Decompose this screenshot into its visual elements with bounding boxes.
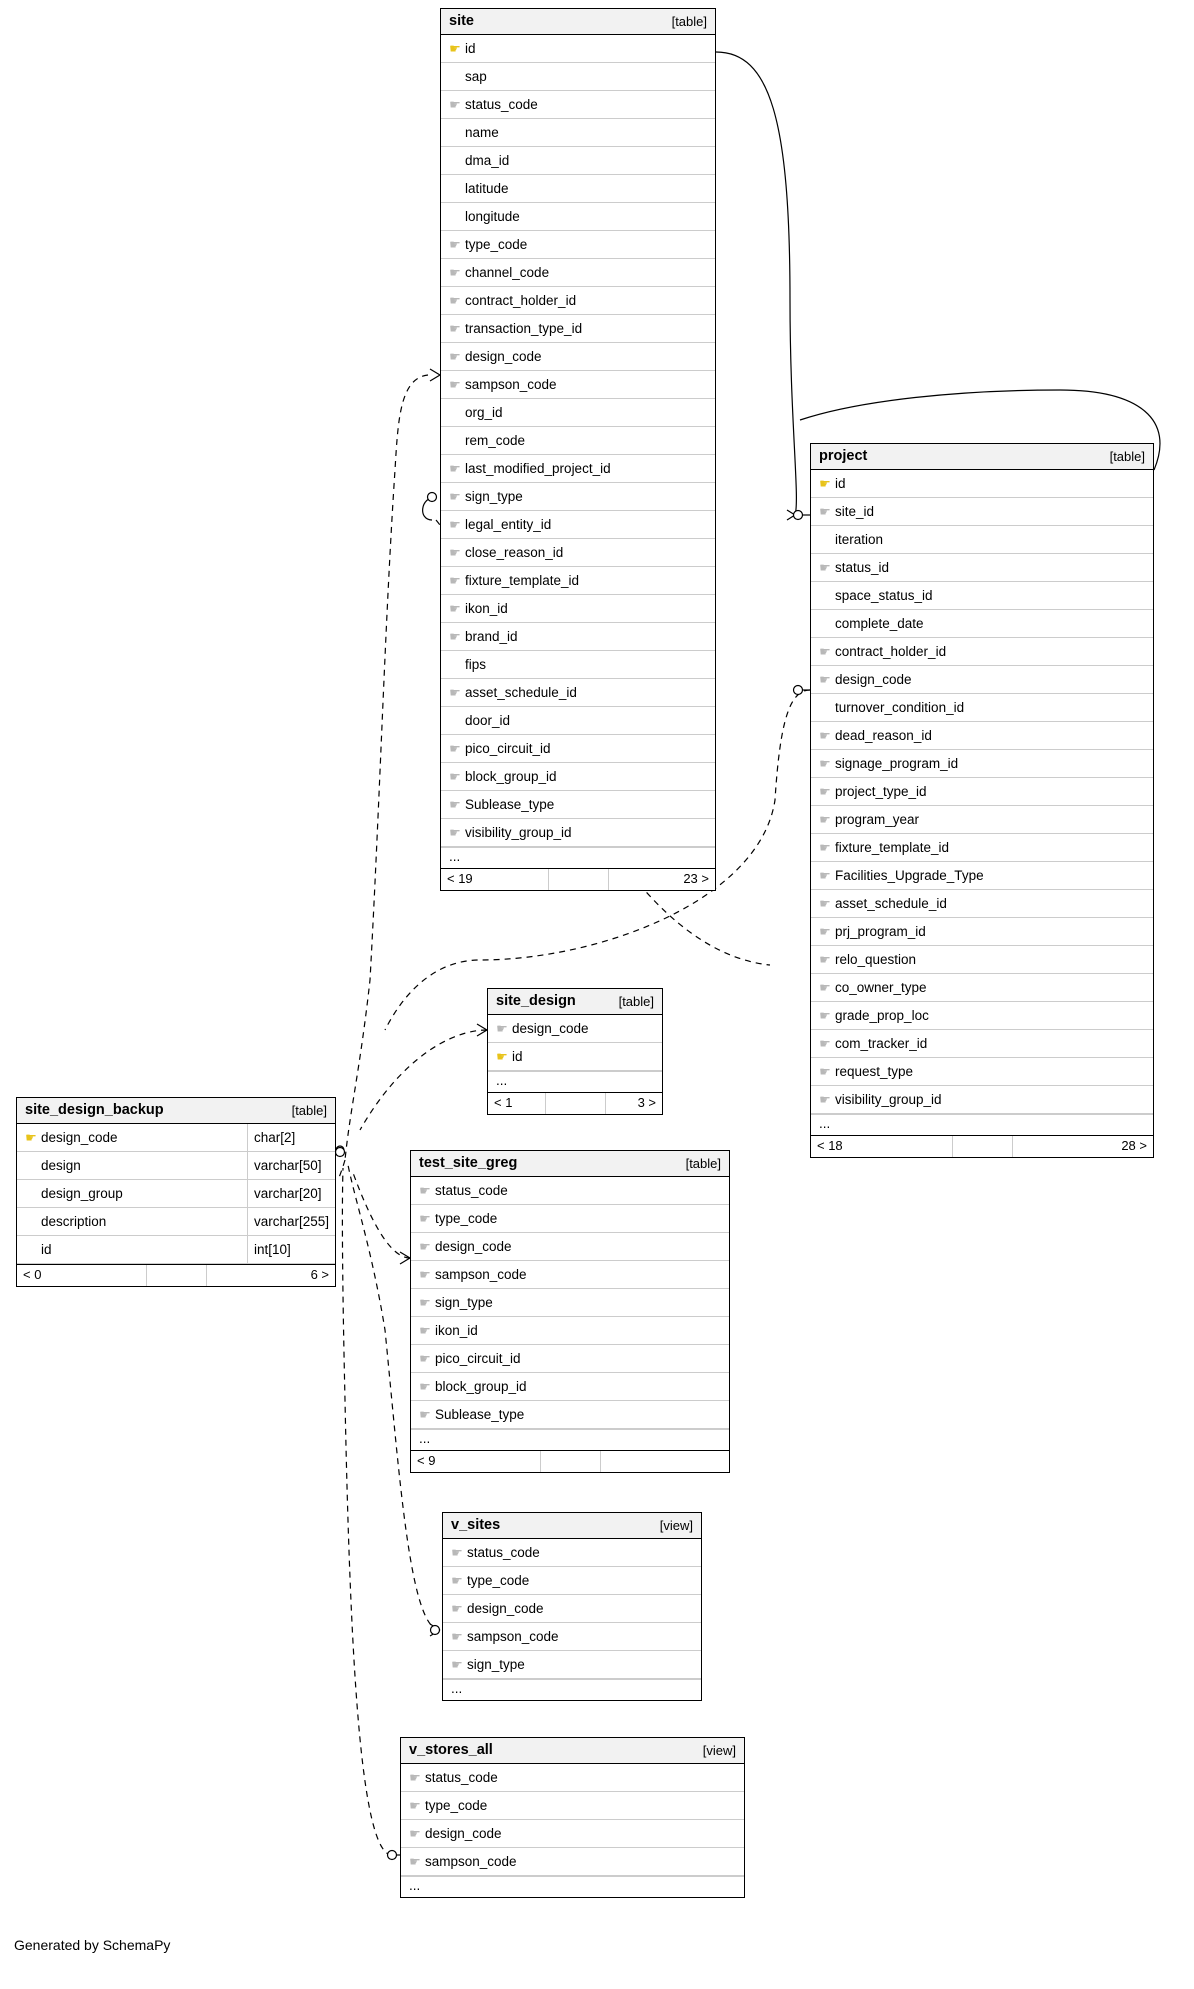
- table-row[interactable]: [17, 1236, 335, 1264]
- column-name: status_code: [435, 1183, 508, 1198]
- column-name: channel_code: [465, 265, 550, 280]
- table-kind: [view]: [702, 1742, 736, 1758]
- column-name: design_code: [435, 1239, 512, 1254]
- table-header: [441, 9, 715, 35]
- table-site-design[interactable]: [487, 988, 663, 1115]
- fk-key-icon: ☛: [449, 461, 461, 476]
- fk-key-icon: ☛: [449, 797, 461, 812]
- column-type: varchar[50]: [247, 1152, 335, 1180]
- table-row[interactable]: [411, 1401, 729, 1429]
- column-name: last_modified_project_id: [465, 461, 611, 476]
- fk-key-icon: ☛: [819, 1008, 831, 1023]
- pager-next[interactable]: 3 >: [637, 1095, 656, 1110]
- column-name: design_code: [467, 1601, 544, 1616]
- fk-key-icon: ☛: [449, 601, 461, 616]
- table-row[interactable]: [441, 399, 715, 427]
- column-name: close_reason_id: [465, 545, 564, 560]
- column-name: Facilities_Upgrade_Type: [835, 868, 984, 883]
- column-name: Sublease_type: [435, 1407, 525, 1422]
- table-row[interactable]: [441, 371, 715, 399]
- table-row[interactable]: [411, 1289, 729, 1317]
- pager-mid: [953, 1136, 1013, 1157]
- table-row[interactable]: [811, 1002, 1153, 1030]
- table-row[interactable]: [401, 1848, 744, 1876]
- column-name: project_type_id: [835, 784, 927, 799]
- table-title: site_design_backup: [25, 1102, 164, 1118]
- fk-key-icon: ☛: [449, 685, 461, 700]
- table-project[interactable]: [810, 443, 1154, 1158]
- table-row[interactable]: [811, 694, 1153, 722]
- column-name: transaction_type_id: [465, 321, 583, 336]
- table-row[interactable]: [401, 1764, 744, 1792]
- fk-key-icon: ☛: [819, 560, 831, 575]
- column-name: id: [465, 41, 476, 56]
- column-name: sign_type: [465, 489, 523, 504]
- fk-key-icon: ☛: [496, 1021, 508, 1036]
- table-row[interactable]: [811, 666, 1153, 694]
- fk-key-icon: ☛: [419, 1379, 431, 1394]
- table-row[interactable]: [411, 1345, 729, 1373]
- table-row[interactable]: [401, 1820, 744, 1848]
- table-row[interactable]: [811, 610, 1153, 638]
- column-name: ikon_id: [465, 601, 508, 616]
- column-name: legal_entity_id: [465, 517, 552, 532]
- column-name: design_code: [41, 1130, 118, 1145]
- column-name: block_group_id: [465, 769, 557, 784]
- more-columns-indicator: ...: [488, 1071, 662, 1092]
- pager-next[interactable]: 23 >: [683, 871, 709, 886]
- column-name: asset_schedule_id: [465, 685, 577, 700]
- pk-key-icon: ☛: [819, 476, 831, 491]
- table-row[interactable]: [811, 778, 1153, 806]
- fk-key-icon: ☛: [819, 868, 831, 883]
- table-header: [488, 989, 662, 1015]
- table-row[interactable]: [811, 498, 1153, 526]
- column-type: varchar[20]: [247, 1180, 335, 1208]
- table-pager[interactable]: [411, 1450, 729, 1472]
- table-pager[interactable]: [811, 1135, 1153, 1157]
- column-name: site_id: [835, 504, 875, 519]
- column-name: id: [835, 476, 846, 491]
- table-test-site-greg[interactable]: [410, 1150, 730, 1473]
- table-kind: [view]: [659, 1517, 693, 1533]
- fk-key-icon: ☛: [449, 293, 461, 308]
- table-row[interactable]: [441, 567, 715, 595]
- column-name: relo_question: [835, 952, 917, 967]
- table-row[interactable]: [443, 1623, 701, 1651]
- column-name: sampson_code: [465, 377, 557, 392]
- fk-key-icon: ☛: [419, 1323, 431, 1338]
- table-row[interactable]: [488, 1043, 662, 1071]
- column-name: dma_id: [465, 153, 510, 168]
- more-columns-indicator: ...: [811, 1114, 1153, 1135]
- table-row[interactable]: [441, 539, 715, 567]
- table-kind: [table]: [618, 993, 654, 1009]
- fk-key-icon: ☛: [451, 1601, 463, 1616]
- column-name: sampson_code: [425, 1854, 517, 1869]
- table-title: site: [449, 13, 474, 29]
- column-name: door_id: [465, 713, 511, 728]
- fk-key-icon: ☛: [819, 980, 831, 995]
- table-row[interactable]: [811, 918, 1153, 946]
- fk-key-icon: ☛: [449, 573, 461, 588]
- pager-mid: [541, 1451, 601, 1472]
- column-name: name: [465, 125, 499, 140]
- column-name: design: [41, 1158, 81, 1173]
- fk-key-icon: ☛: [409, 1826, 421, 1841]
- table-row[interactable]: [441, 203, 715, 231]
- table-row[interactable]: [17, 1208, 335, 1236]
- column-name: ikon_id: [435, 1323, 478, 1338]
- table-row[interactable]: [811, 750, 1153, 778]
- table-row[interactable]: [411, 1373, 729, 1401]
- pager-next[interactable]: 28 >: [1121, 1138, 1147, 1153]
- column-name: design_code: [425, 1826, 502, 1841]
- column-name: contract_holder_id: [465, 293, 577, 308]
- table-row[interactable]: [17, 1180, 335, 1208]
- fk-key-icon: ☛: [819, 812, 831, 827]
- column-name: complete_date: [835, 616, 924, 631]
- table-row[interactable]: [811, 890, 1153, 918]
- fk-key-icon: ☛: [819, 644, 831, 659]
- table-row[interactable]: [443, 1651, 701, 1679]
- table-header: [443, 1513, 701, 1539]
- table-row[interactable]: [441, 231, 715, 259]
- fk-key-icon: ☛: [819, 840, 831, 855]
- pager-next[interactable]: 6 >: [310, 1267, 329, 1282]
- table-row[interactable]: [811, 806, 1153, 834]
- table-header: [811, 444, 1153, 470]
- column-name: visibility_group_id: [835, 1092, 942, 1107]
- table-row[interactable]: [401, 1792, 744, 1820]
- fk-key-icon: ☛: [819, 784, 831, 799]
- column-name: com_tracker_id: [835, 1036, 928, 1051]
- fk-key-icon: ☛: [819, 896, 831, 911]
- column-name: asset_schedule_id: [835, 896, 947, 911]
- fk-key-icon: ☛: [419, 1211, 431, 1226]
- fk-key-icon: ☛: [449, 517, 461, 532]
- fk-key-icon: ☛: [449, 629, 461, 644]
- column-name: latitude: [465, 181, 509, 196]
- table-row[interactable]: [811, 554, 1153, 582]
- table-row[interactable]: [441, 511, 715, 539]
- column-name: contract_holder_id: [835, 644, 947, 659]
- column-name: design_code: [512, 1021, 589, 1036]
- table-row[interactable]: [443, 1539, 701, 1567]
- table-row[interactable]: [441, 763, 715, 791]
- table-row[interactable]: [811, 1030, 1153, 1058]
- table-row[interactable]: [441, 259, 715, 287]
- table-row[interactable]: [17, 1152, 335, 1180]
- table-row[interactable]: [811, 862, 1153, 890]
- pager-mid: [147, 1265, 207, 1286]
- column-name: block_group_id: [435, 1379, 527, 1394]
- table-row[interactable]: [411, 1177, 729, 1205]
- table-row[interactable]: [811, 582, 1153, 610]
- pager-prev[interactable]: < 1: [488, 1093, 546, 1114]
- table-row[interactable]: [441, 35, 715, 63]
- fk-key-icon: ☛: [819, 1092, 831, 1107]
- fk-key-icon: ☛: [419, 1267, 431, 1282]
- pk-key-icon: ☛: [25, 1130, 37, 1145]
- column-name: id: [41, 1242, 52, 1257]
- table-row[interactable]: [441, 483, 715, 511]
- table-title: test_site_greg: [419, 1155, 518, 1171]
- fk-key-icon: ☛: [819, 924, 831, 939]
- fk-key-icon: ☛: [419, 1351, 431, 1366]
- table-row[interactable]: [443, 1595, 701, 1623]
- fk-key-icon: ☛: [409, 1854, 421, 1869]
- table-row[interactable]: [811, 946, 1153, 974]
- column-name: program_year: [835, 812, 920, 827]
- pk-key-icon: ☛: [496, 1049, 508, 1064]
- view-v-stores-all[interactable]: [400, 1737, 745, 1898]
- fk-key-icon: ☛: [409, 1770, 421, 1785]
- table-row[interactable]: [811, 1086, 1153, 1114]
- table-row[interactable]: [441, 595, 715, 623]
- fk-key-icon: ☛: [449, 545, 461, 560]
- column-name: dead_reason_id: [835, 728, 932, 743]
- pager-prev[interactable]: < 18: [811, 1136, 953, 1157]
- fk-key-icon: ☛: [819, 1064, 831, 1079]
- table-title: project: [819, 448, 868, 464]
- column-name: status_code: [465, 97, 538, 112]
- pager-mid: [546, 1093, 606, 1114]
- table-row[interactable]: [411, 1233, 729, 1261]
- table-row[interactable]: [441, 679, 715, 707]
- more-columns-indicator: ...: [411, 1429, 729, 1450]
- fk-key-icon: ☛: [449, 825, 461, 840]
- table-row[interactable]: [441, 707, 715, 735]
- column-name: design_code: [465, 349, 542, 364]
- fk-key-icon: ☛: [449, 237, 461, 252]
- fk-key-icon: ☛: [451, 1657, 463, 1672]
- column-name: id: [512, 1049, 523, 1064]
- pager-next[interactable]: [601, 1451, 730, 1472]
- table-row[interactable]: [17, 1124, 335, 1152]
- more-columns-indicator: ...: [401, 1876, 744, 1897]
- table-row[interactable]: [441, 315, 715, 343]
- column-name: prj_program_id: [835, 924, 926, 939]
- column-name: org_id: [465, 405, 503, 420]
- table-row[interactable]: [441, 791, 715, 819]
- column-name: fixture_template_id: [465, 573, 580, 588]
- table-row[interactable]: [441, 819, 715, 847]
- column-name: status_code: [425, 1770, 498, 1785]
- table-kind: [table]: [671, 13, 707, 29]
- table-row[interactable]: [811, 638, 1153, 666]
- fk-key-icon: ☛: [419, 1407, 431, 1422]
- table-site-design-backup[interactable]: [16, 1097, 336, 1287]
- table-row[interactable]: [811, 526, 1153, 554]
- fk-key-icon: ☛: [819, 728, 831, 743]
- table-site[interactable]: [440, 8, 716, 891]
- column-name: sign_type: [467, 1657, 525, 1672]
- table-row[interactable]: [441, 91, 715, 119]
- fk-key-icon: ☛: [449, 349, 461, 364]
- column-name: sampson_code: [467, 1629, 559, 1644]
- table-kind: [table]: [685, 1155, 721, 1171]
- table-row[interactable]: [441, 287, 715, 315]
- column-name: sampson_code: [435, 1267, 527, 1282]
- column-name: brand_id: [465, 629, 518, 644]
- table-row[interactable]: [441, 651, 715, 679]
- column-name: type_code: [465, 237, 528, 252]
- table-row[interactable]: [811, 722, 1153, 750]
- column-name: sap: [465, 69, 487, 84]
- column-name: type_code: [467, 1573, 530, 1588]
- column-type: varchar[255]: [247, 1208, 335, 1236]
- column-name: pico_circuit_id: [465, 741, 551, 756]
- table-row[interactable]: [811, 1058, 1153, 1086]
- fk-key-icon: ☛: [451, 1573, 463, 1588]
- column-name: rem_code: [465, 433, 526, 448]
- table-title: v_stores_all: [409, 1742, 493, 1758]
- table-header: [17, 1098, 335, 1124]
- fk-key-icon: ☛: [449, 265, 461, 280]
- table-title: v_sites: [451, 1517, 501, 1533]
- column-name: grade_prop_loc: [835, 1008, 929, 1023]
- column-name: Sublease_type: [465, 797, 555, 812]
- column-type: int[10]: [247, 1236, 335, 1264]
- table-row[interactable]: [441, 343, 715, 371]
- table-title: site_design: [496, 993, 576, 1009]
- column-name: design_code: [835, 672, 912, 687]
- fk-key-icon: ☛: [449, 97, 461, 112]
- column-name: request_type: [835, 1064, 914, 1079]
- table-row[interactable]: [811, 470, 1153, 498]
- fk-key-icon: ☛: [819, 1036, 831, 1051]
- view-v-sites[interactable]: [442, 1512, 702, 1701]
- column-name: turnover_condition_id: [835, 700, 965, 715]
- table-row[interactable]: [441, 623, 715, 651]
- generator-credit: Generated by SchemaPy: [14, 1937, 171, 1953]
- table-header: [411, 1151, 729, 1177]
- table-kind: [table]: [291, 1102, 327, 1118]
- fk-key-icon: ☛: [449, 489, 461, 504]
- table-row[interactable]: [441, 119, 715, 147]
- table-header: [401, 1738, 744, 1764]
- table-kind: [table]: [1109, 448, 1145, 464]
- more-columns-indicator: ...: [443, 1679, 701, 1700]
- fk-key-icon: ☛: [819, 672, 831, 687]
- table-row[interactable]: [441, 175, 715, 203]
- fk-key-icon: ☛: [449, 741, 461, 756]
- column-name: type_code: [435, 1211, 498, 1226]
- column-name: co_owner_type: [835, 980, 927, 995]
- column-name: space_status_id: [835, 588, 933, 603]
- table-row[interactable]: [811, 834, 1153, 862]
- column-name: fips: [465, 657, 487, 672]
- fk-key-icon: ☛: [419, 1239, 431, 1254]
- fk-key-icon: ☛: [449, 377, 461, 392]
- table-row[interactable]: [411, 1261, 729, 1289]
- column-name: visibility_group_id: [465, 825, 572, 840]
- column-name: signage_program_id: [835, 756, 959, 771]
- table-row[interactable]: [488, 1015, 662, 1043]
- fk-key-icon: ☛: [419, 1295, 431, 1310]
- pager-prev[interactable]: < 19: [441, 869, 549, 890]
- fk-key-icon: ☛: [409, 1798, 421, 1813]
- column-name: sign_type: [435, 1295, 493, 1310]
- pk-key-icon: ☛: [449, 41, 461, 56]
- table-row[interactable]: [411, 1205, 729, 1233]
- table-row[interactable]: [441, 735, 715, 763]
- fk-key-icon: ☛: [819, 756, 831, 771]
- column-name: pico_circuit_id: [435, 1351, 521, 1366]
- table-row[interactable]: [441, 63, 715, 91]
- column-name: iteration: [835, 532, 884, 547]
- table-pager[interactable]: [17, 1264, 335, 1286]
- column-name: type_code: [425, 1798, 488, 1813]
- table-row[interactable]: [441, 427, 715, 455]
- fk-key-icon: ☛: [449, 769, 461, 784]
- table-row[interactable]: [441, 455, 715, 483]
- column-name: description: [41, 1214, 107, 1229]
- more-columns-indicator: ...: [441, 847, 715, 868]
- fk-key-icon: ☛: [449, 321, 461, 336]
- column-name: design_group: [41, 1186, 123, 1201]
- pager-prev[interactable]: < 9: [411, 1451, 541, 1472]
- column-name: status_code: [467, 1545, 540, 1560]
- table-row[interactable]: [443, 1567, 701, 1595]
- pager-mid: [549, 869, 609, 890]
- column-name: fixture_template_id: [835, 840, 950, 855]
- table-row[interactable]: [441, 147, 715, 175]
- table-row[interactable]: [811, 974, 1153, 1002]
- column-type: char[2]: [247, 1124, 335, 1152]
- fk-key-icon: ☛: [451, 1545, 463, 1560]
- column-name: longitude: [465, 209, 520, 224]
- column-name: status_id: [835, 560, 890, 575]
- fk-key-icon: ☛: [451, 1629, 463, 1644]
- fk-key-icon: ☛: [419, 1183, 431, 1198]
- fk-key-icon: ☛: [819, 504, 831, 519]
- pager-prev[interactable]: < 0: [17, 1265, 147, 1286]
- fk-key-icon: ☛: [819, 952, 831, 967]
- table-pager[interactable]: [441, 868, 715, 890]
- table-row[interactable]: [411, 1317, 729, 1345]
- table-pager[interactable]: [488, 1092, 662, 1114]
